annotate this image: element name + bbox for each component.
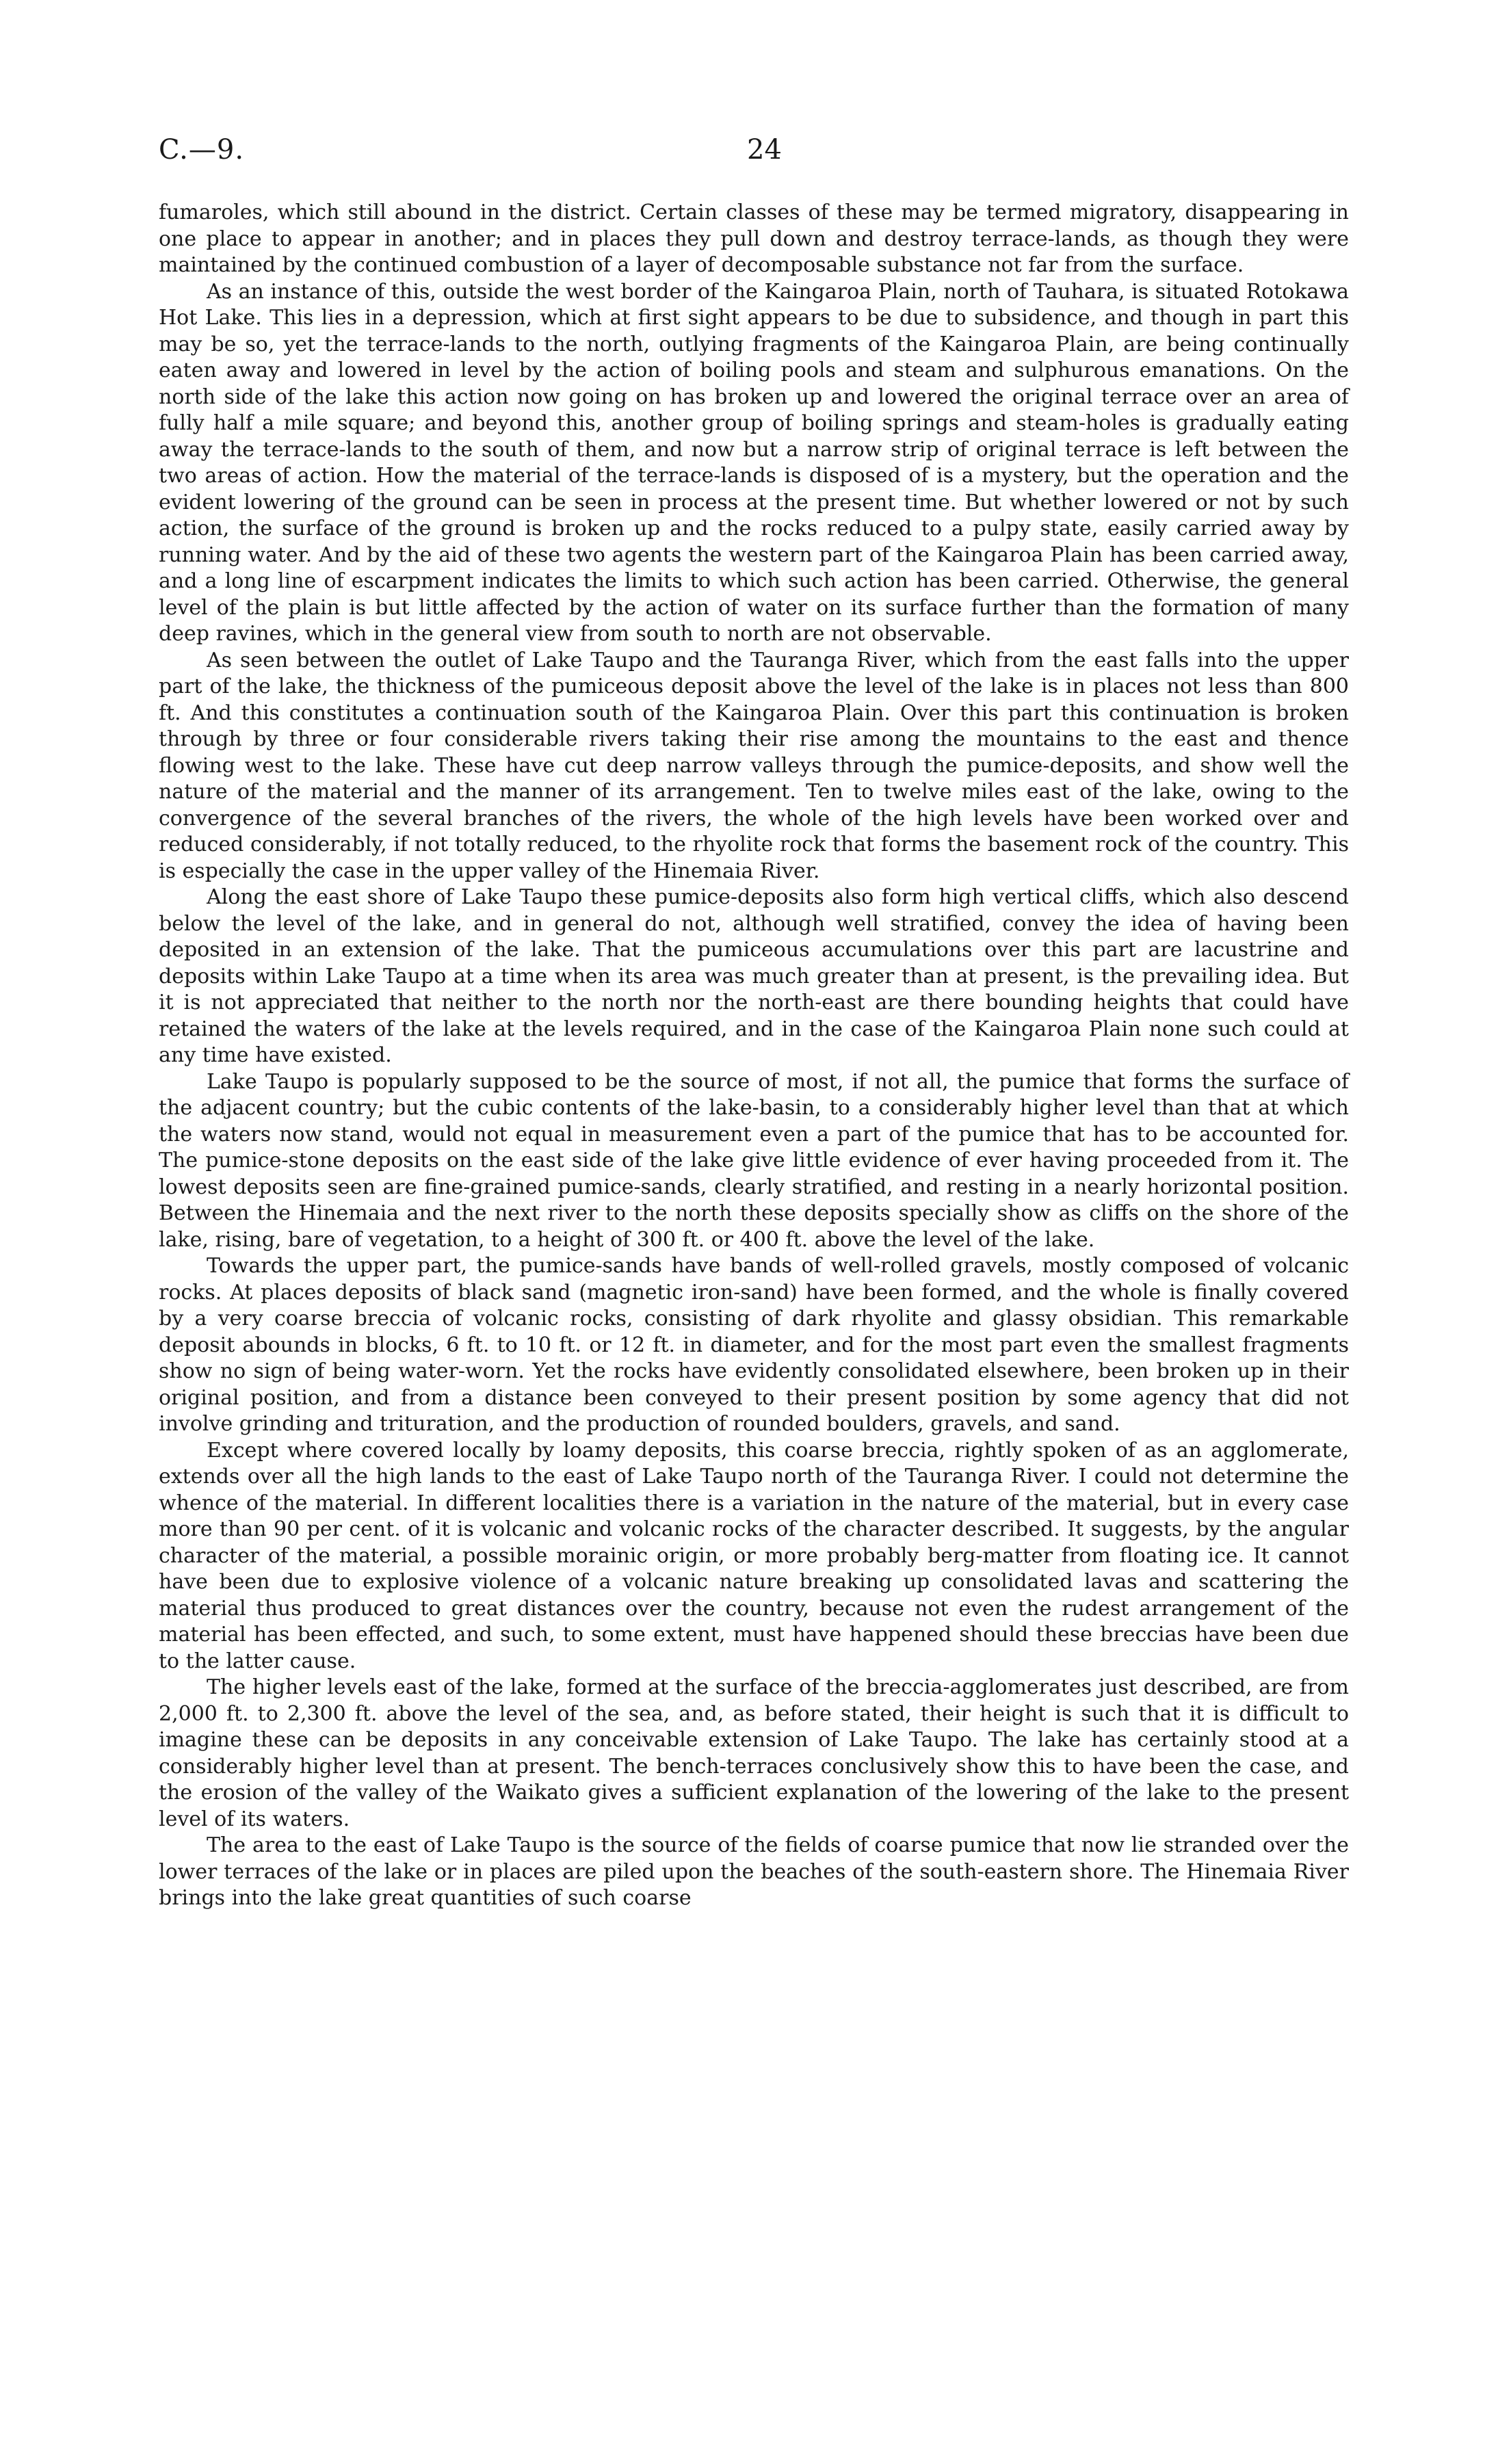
page-number: 24: [747, 134, 782, 166]
paragraph-coarse-pumice: The area to the east of Lake Taupo is the source of the fields of coarse pumice that now lie stranded over the lower terraces of the lake or in places are piled upon the beaches of the south-eastern shore. The Hinemaia River brings into the lake great quantities of such coarse: [159, 1833, 1349, 1910]
paragraph-east-shore: Along the east shore of Lake Taupo these pumice-deposits also form high vertical cliffs, which also descend below the level of the lake, and in general do not, although well stratified, convey the idea of having been deposited in an extension of the lake. That the pumiceous accumulations over this part are lacustrine and deposits within Lake Taupo at a time when its area was much greater than at present, is the prevailing idea. But it is not appreciated that neither to the north nor the north-east are there bounding heights that could have retained the waters of the lake at the levels required, and in the case of the Kaingaroa Plain none such could at any time have existed.: [159, 885, 1349, 1067]
paragraph-coarse-breccia: Except where covered locally by loamy deposits, this coarse breccia, rightly spoken of as an agglomerate, extends over all the high lands to the east of Lake Taupo north of the Tauranga River. I could not determine the whence of the material. In different localities there is a variation in the nature of the material, but in every case more than 90 per cent. of it is volcanic and volcanic rocks of the character described. It suggests, by the angular character of the material, a possible morainic origin, or more probably berg-matter from floating ice. It cannot have been due to explosive violence of a volcanic nature breaking up consolidated lavas and scattering the material thus produced to great distances over the country, because not even the rudest arrangement of the material has been effected, and such, to some extent, must have happened should these breccias have been due to the latter cause.: [159, 1438, 1349, 1673]
paragraph-lake-taupo-source: Lake Taupo is popularly supposed to be the source of most, if not all, the pumice that forms the surface of the adjacent country; but the cubic contents of the lake-basin, to a considerably higher level than that at which the waters now stand, would not equal in measurement even a part of the pumice that has to be accounted for. The pumice-stone deposits on the east side of the lake give little evidence of ever having proceeded from it. The lowest deposits seen are fine-grained pumice-sands, clearly stratified, and resting in a nearly horizontal position. Between the Hinemaia and the next river to the north these deposits specially show as cliffs on the shore of the lake, rising, bare of vegetation, to a height of 300 ft. or 400 ft. above the level of the lake.: [159, 1069, 1349, 1252]
body-text: [159, 200, 1349, 1912]
paragraph-higher-levels: The higher levels east of the lake, formed at the surface of the breccia-agglomerates just described, are from 2,000 ft. to 2,300 ft. above the level of the sea, and, as before stated, their height is such that it is difficult to imagine these can be deposits in any conceivable extension of Lake Taupo. The lake has certainly stood at a considerably higher level than at present. The bench-terraces conclusively show this to have been the case, and the erosion of the valley of the Waikato gives a sufficient explanation of the lowering of the lake to the present level of its waters.: [159, 1675, 1349, 1831]
paragraph-upper-part: Towards the upper part, the pumice-sands have bands of well-rolled gravels, mostly composed of volcanic rocks. At places deposits of black sand (magnetic iron-sand) have been formed, and the whole is finally covered by a very coarse breccia of volcanic rocks, consisting of dark rhyolite and glassy obsidian. This remarkable deposit abounds in blocks, 6 ft. to 10 ft. or 12 ft. in diameter, and for the most part even the smallest fragments show no sign of being water-worn. Yet the rocks have evidently consolidated elsewhere, been broken up in their original position, and from a distance been conveyed to their present position by some agency that did not involve grinding and trituration, and the production of rounded boulders, gravels, and sand.: [159, 1254, 1349, 1436]
paragraph-fumaroles-continuation: fumaroles, which still abound in the district. Certain classes of these may be termed migratory, disappearing in one place to appear in another; and in places they pull down and destroy terrace-lands, as though they were maintained by the continued combustion of a layer of decomposable substance not far from the surface.: [159, 200, 1349, 277]
paragraph-tauranga-river: As seen between the outlet of Lake Taupo and the Tauranga River, which from the east falls into the upper part of the lake, the thickness of the pumiceous deposit above the level of the lake is in places not less than 800 ft. And this constitutes a continuation south of the Kaingaroa Plain. Over this part this continuation is broken through by three or four considerable rivers taking their rise among the mountains to the east and thence flowing west to the lake. These have cut deep narrow valleys through the pumice-deposits, and show well the nature of the material and the manner of its arrangement. Ten to twelve miles east of the lake, owing to the convergence of the several branches of the rivers, the whole of the high levels have been worked over and reduced considerably, if not totally reduced, to the rhyolite rock that forms the basement rock of the country. This is especially the case in the upper valley of the Hinemaia River.: [159, 648, 1349, 883]
page-header: [159, 134, 1349, 175]
document-reference: C.—9.: [159, 134, 245, 166]
paragraph-rotokawa: As an instance of this, outside the west border of the Kaingaroa Plain, north of Tauhara, is situated Rotokawa Hot Lake. This lies in a depression, which at first sight appears to be due to subsidence, and though in part this may be so, yet the terrace-lands to the north, outlying fragments of the Kaingaroa Plain, are being continually eaten away and lowered in level by the action of boiling pools and steam and sulphurous emanations. On the north side of the lake this action now going on has broken up and lowered the original terrace over an area of fully half a mile square; and beyond this, another group of boiling springs and steam-holes is gradually eating away the terrace-lands to the south of them, and now but a narrow strip of original terrace is left between the two areas of action. How the material of the terrace-lands is disposed of is a mystery, but the operation and the evident lowering of the ground can be seen in process at the present time. But whether lowered or not by such action, the surface of the ground is broken up and the rocks reduced to a pulpy state, easily carried away by running water. And by the aid of these two agents the western part of the Kaingaroa Plain has been carried away, and a long line of escarpment indicates the limits to which such action has been carried. Otherwise, the general level of the plain is but little affected by the action of water on its surface further than the formation of many deep ravines, which in the general view from south to north are not observable.: [159, 279, 1349, 646]
